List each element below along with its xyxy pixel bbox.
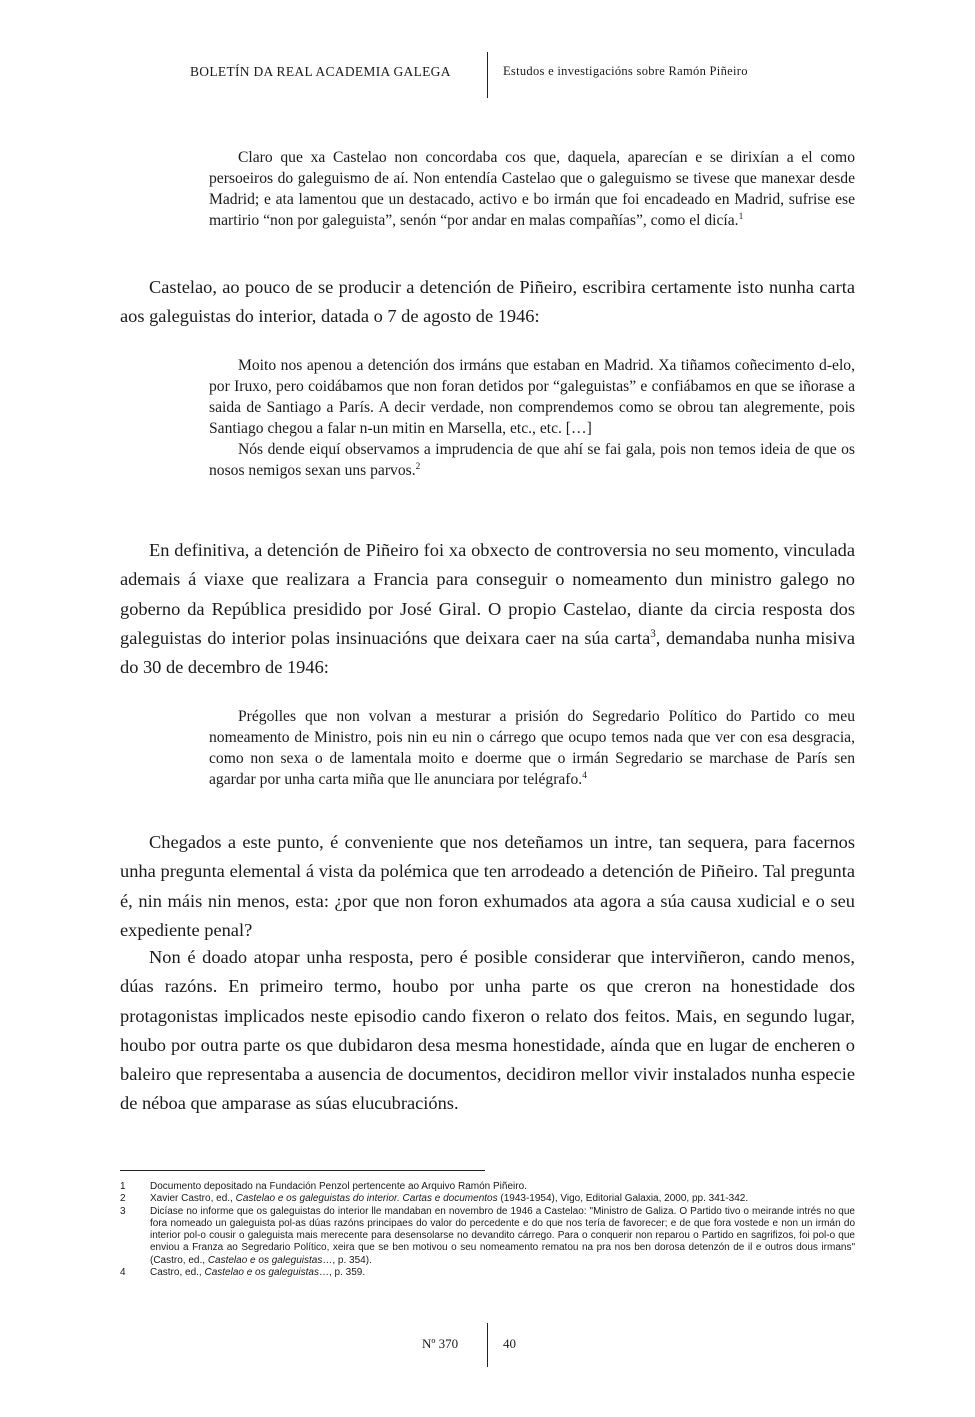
paragraph-text: , demandaba nunha misiva do 30 de decembro de 1946: bbox=[120, 627, 855, 678]
footer-divider bbox=[487, 1323, 488, 1367]
paragraph-text: Chegados a este punto, é conveniente que nos deteñamos un intre, tan sequera, para facernos unha pregunta elemental á vista da polémica que ten arrodeado a detención de Piñeiro. Tal pregunta é, nin máis nin menos, esta: ¿por que non foron exhumados ata agora a súa causa xudicial e o seu expediente penal? bbox=[120, 832, 855, 940]
quote-3 bbox=[209, 706, 855, 790]
issue-number: Nº 370 bbox=[422, 1336, 459, 1351]
quote-text: Moito nos apenou a detención dos irmáns que estaban en Madrid. Xa tiñamos coñecimento d-elo, por Iruxo, pero coidábamos que non foran detidos por “galeguistas” e confiábamos en que se iñorase a saida de Santiago a París. A decir verdade, non comprendemos como se obrou tan alegremente, pois Santiago chegou a falar n-un mitin en Marsella, etc., etc. […] bbox=[209, 357, 855, 437]
footnote-text: Castro, ed., Castelao e os galeguistas…, p. 359. bbox=[150, 1267, 366, 1279]
footnote-3 bbox=[120, 1206, 855, 1267]
paragraph-3 bbox=[120, 828, 855, 945]
page-number: 40 bbox=[503, 1336, 516, 1351]
quote-1 bbox=[209, 147, 855, 231]
paragraph-2 bbox=[120, 536, 855, 682]
footnote-ref[interactable]: 4 bbox=[582, 770, 587, 781]
paragraph-4 bbox=[120, 943, 855, 1119]
footnote-ref[interactable]: 3 bbox=[650, 627, 656, 640]
footnote-number: 4 bbox=[120, 1267, 126, 1279]
footnote-text: Documento depositado na Fundación Penzol pertencente ao Arquivo Ramón Piñeiro. bbox=[150, 1181, 527, 1192]
footnote-number: 1 bbox=[120, 1181, 126, 1192]
footnote-divider bbox=[120, 1170, 485, 1171]
paragraph-1 bbox=[120, 273, 855, 332]
section-title: Estudos e investigacións sobre Ramón Piñeiro bbox=[503, 64, 748, 78]
footnote-ref[interactable]: 2 bbox=[415, 461, 421, 472]
footnote-text: Dicíase no informe que os galeguistas do interior lle mandaban en novembro de 1946 a Castelao: "Ministro de Galiza. O Partido tivo o meirande intrés no que fora nomeado un galeguista pol-as dúas razóns principaes do valor do percedente e do que nos tería de favorecer; e de que fora vostede e non un irmán do interior pol-o cousir o galeguista mais merecente para desensolarse no devandito cárrego. Para o conquerir non reparou o Partido en sagrifizos, foi pol-o que enviou a Franza ao Segredario Político, xeira que se ben motivou o seu nomeamento rematou na pra nos ben dorosa detenzón de il e outros dous irmans" (Castro, ed., Castelao e os galeguistas…, p. 354). bbox=[150, 1205, 855, 1266]
quote-2 bbox=[209, 355, 855, 481]
quote-text: Claro que xa Castelao non concordaba cos que, daquela, aparecían e se dirixían a el como persoeiros do galeguismo de aí. Non entendía Castelao que o galeguismo se tivese que manexar desde Madrid; e ata lamentou que un destacado, activo e bo irmán que foi encadeado en Madrid, sufrise ese martirio “non por galeguista”, senón “por andar en malas compañías”, como el dicía. bbox=[209, 149, 855, 229]
footnote-2 bbox=[120, 1193, 855, 1205]
journal-title: BOLETÍN DA REAL ACADEMIA GALEGA bbox=[190, 64, 451, 79]
quote-text: Prégolles que non volvan a mesturar a prisión do Segredario Político do Partido co meu nomeamento de Ministro, pois nin eu nin o cárrego que ocupo temos nada que ver con esa desgracia, como non sexa o de lamentala moito e doerme que o irmán Segredario se marchase de París sen agardar por unha carta miña que lle anunciara por telégrafo. bbox=[209, 708, 855, 788]
quote-text: Nós dende eiquí observamos a imprudencia de que ahí se fai gala, pois non temos ideia de que os nosos nemigos sexan uns parvos. bbox=[209, 441, 855, 479]
paragraph-text: En definitiva, a detención de Piñeiro foi xa obxecto de controversia no seu momento, vinculada ademais á viaxe que realizara a Francia para conseguir o nomeamento dun ministro galego no goberno da República presidido por José Giral. O propio Castelao, diante da circia resposta dos galeguistas do interior polas insinuacións que deixara caer na súa carta bbox=[120, 540, 855, 648]
paragraph-text: Non é doado atopar unha resposta, pero é posible considerar que interviñeron, cando menos, dúas razóns. En primeiro termo, houbo por unha parte os que creron na honestidade dos protagonistas implicados neste episodio cando fixeron o relato dos feitos. Mais, en segundo lugar, houbo por outra parte os que dubidaron desa mesma honestidade, aínda que en lugar de encheren o baleiro que representaba a ausencia de documentos, decidiron mellor vivir instalados nunha especie de néboa que amparase as súas elucubracións. bbox=[120, 947, 855, 1114]
header-divider bbox=[487, 52, 488, 98]
footnote-ref[interactable]: 1 bbox=[738, 211, 744, 222]
footnote-1 bbox=[120, 1181, 855, 1193]
footnote-number: 2 bbox=[120, 1193, 126, 1205]
footnote-number: 3 bbox=[120, 1205, 126, 1217]
paragraph-text: Castelao, ao pouco de se producir a detención de Piñeiro, escribira certamente isto nunha carta aos galeguistas do interior, datada o 7 de agosto de 1946: bbox=[120, 277, 855, 327]
footnote-4 bbox=[120, 1267, 855, 1279]
footnotes bbox=[120, 1181, 855, 1279]
footnote-text: Xavier Castro, ed., Castelao e os galeguistas do interior. Cartas e documentos (1943-1954), Vigo, Editorial Galaxia, 2000, pp. 341-342. bbox=[150, 1193, 749, 1205]
